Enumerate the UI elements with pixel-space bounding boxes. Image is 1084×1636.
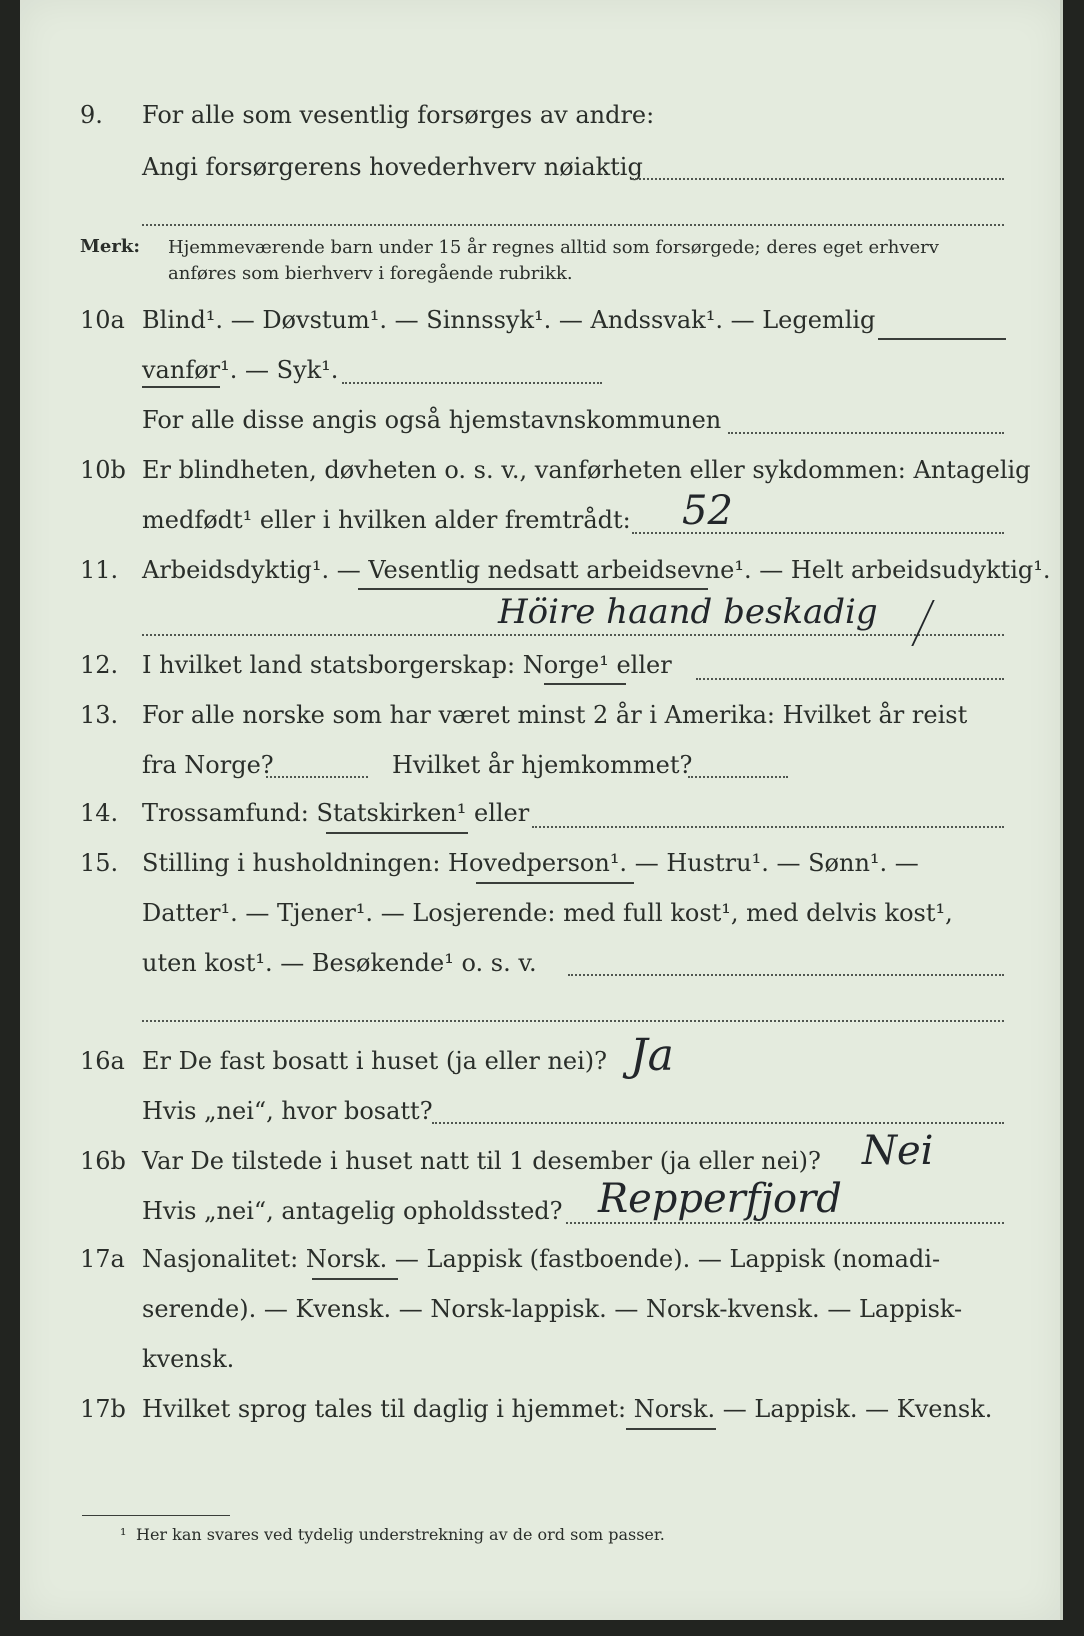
q10a-line2: vanfør¹. — Syk¹. — [142, 356, 339, 384]
q9-number: 9. — [80, 101, 103, 129]
q15-line3: uten kost¹. — Besøkende¹ o. s. v. — [142, 949, 537, 977]
q16b-line1: Var De tilstede i huset natt til 1 desember (ja eller nei)? — [142, 1147, 821, 1175]
statskirken-underline — [326, 832, 468, 834]
q12-number: 12. — [80, 651, 119, 679]
norsk-sprog-underline — [626, 1428, 716, 1430]
q10a-line3: For alle disse angis også hjemstavnskommunen — [142, 406, 722, 434]
q9-line2: Angi forsørgerens hovederhverv nøiaktig — [142, 153, 643, 181]
footnote-rule — [82, 1515, 230, 1516]
legemlig-underline — [878, 338, 1006, 340]
q10a-kommune-line — [728, 432, 1004, 434]
q16a-number: 16a — [80, 1047, 125, 1075]
footnote-mark: ¹ — [120, 1525, 127, 1544]
q11-number: 11. — [80, 556, 119, 584]
q10b-line1: Er blindheten, døvheten o. s. v., vanførheten eller sykdommen: Antagelig — [142, 456, 1031, 484]
q17a-line3: kvensk. — [142, 1345, 235, 1373]
q10b-number: 10b — [80, 456, 126, 484]
q10b-line2: medfødt¹ eller i hvilken alder fremtrådt: — [142, 506, 631, 534]
q17a-line2: serende). — Kvensk. — Norsk-lappisk. — Norsk-kvensk. — Lappisk- — [142, 1295, 963, 1323]
q12-answer-line — [696, 678, 1004, 680]
q14-line1: Trossamfund: Statskirken¹ eller — [142, 799, 530, 827]
q11-line1: Arbeidsdyktig¹. — Vesentlig nedsatt arbeidsevne¹. — Helt arbeidsudyktig¹. — [142, 556, 1051, 584]
q13-line1: For alle norske som har været minst 2 år i Amerika: Hvilket år reist — [142, 701, 968, 729]
q11-answer-line — [142, 634, 1004, 636]
norsk-underline — [312, 1278, 398, 1280]
q14-answer-line — [532, 826, 1004, 828]
q9-answer-line — [632, 178, 1004, 180]
q13-reist-line — [266, 776, 368, 778]
q15-line2: Datter¹. — Tjener¹. — Losjerende: med full kost¹, med delvis kost¹, — [142, 899, 953, 927]
merk-line2: anføres som bierhverv i foregående rubrikk. — [168, 263, 573, 284]
q10a-answer-line — [342, 382, 602, 384]
census-form-page — [20, 0, 1063, 1620]
q10b-answer: 52 — [682, 488, 733, 534]
q13-hjemkommet-line — [688, 776, 788, 778]
q15-line1: Stilling i husholdningen: Hovedperson¹. — Hustru¹. — Sønn¹. — — [142, 849, 919, 877]
footnote-text: Her kan svares ved tydelig understrekning av de ord som passer. — [136, 1525, 665, 1544]
q12-line1: I hvilket land statsborgerskap: Norge¹ eller — [142, 651, 672, 679]
q11-answer: Höire haand beskadig — [498, 592, 878, 632]
q15-number: 15. — [80, 849, 119, 877]
merk-label: Merk: — [80, 236, 140, 257]
q10a-line1: Blind¹. — Døvstum¹. — Sinnssyk¹. — Andssvak¹. — Legemlig — [142, 306, 876, 334]
q13-line2a: fra Norge? — [142, 751, 274, 779]
norge-underline — [544, 683, 626, 685]
q13-number: 13. — [80, 701, 119, 729]
q17a-number: 17a — [80, 1245, 125, 1273]
q16b-answer1: Nei — [862, 1128, 934, 1174]
q14-number: 14. — [80, 799, 119, 827]
q17a-line1: Nasjonalitet: Norsk. — Lappisk (fastboende). — Lappisk (nomadi- — [142, 1245, 941, 1273]
q10a-number: 10a — [80, 306, 125, 334]
q17b-number: 17b — [80, 1395, 126, 1423]
q15-answer-line2 — [142, 1020, 1004, 1022]
q16a-answer: Ja — [630, 1030, 674, 1081]
q16b-answer2: Repperfjord — [598, 1176, 842, 1222]
q16a-answer-line — [432, 1122, 1004, 1124]
q9-answer-line2 — [142, 224, 1004, 226]
handwritten-stroke — [911, 600, 938, 646]
q16a-line2: Hvis „nei“, hvor bosatt? — [142, 1097, 433, 1125]
q15-answer-line — [568, 974, 1004, 976]
vanfor-underline — [142, 386, 220, 388]
q16b-number: 16b — [80, 1147, 126, 1175]
hovedperson-underline — [476, 882, 634, 884]
q9-line1: For alle som vesentlig forsørges av andre: — [142, 101, 655, 129]
q16b-answer-line — [566, 1222, 1004, 1224]
q13-line2b: Hvilket år hjemkommet? — [392, 751, 693, 779]
q16a-line1: Er De fast bosatt i huset (ja eller nei)? — [142, 1047, 608, 1075]
merk-line1: Hjemmeværende barn under 15 år regnes alltid som forsørgede; deres eget erhverv — [168, 237, 939, 258]
nedsatt-underline — [358, 588, 708, 590]
q17b-line1: Hvilket sprog tales til daglig i hjemmet: Norsk. — Lappisk. — Kvensk. — [142, 1395, 993, 1423]
q16b-line2: Hvis „nei“, antagelig opholdssted? — [142, 1197, 563, 1225]
